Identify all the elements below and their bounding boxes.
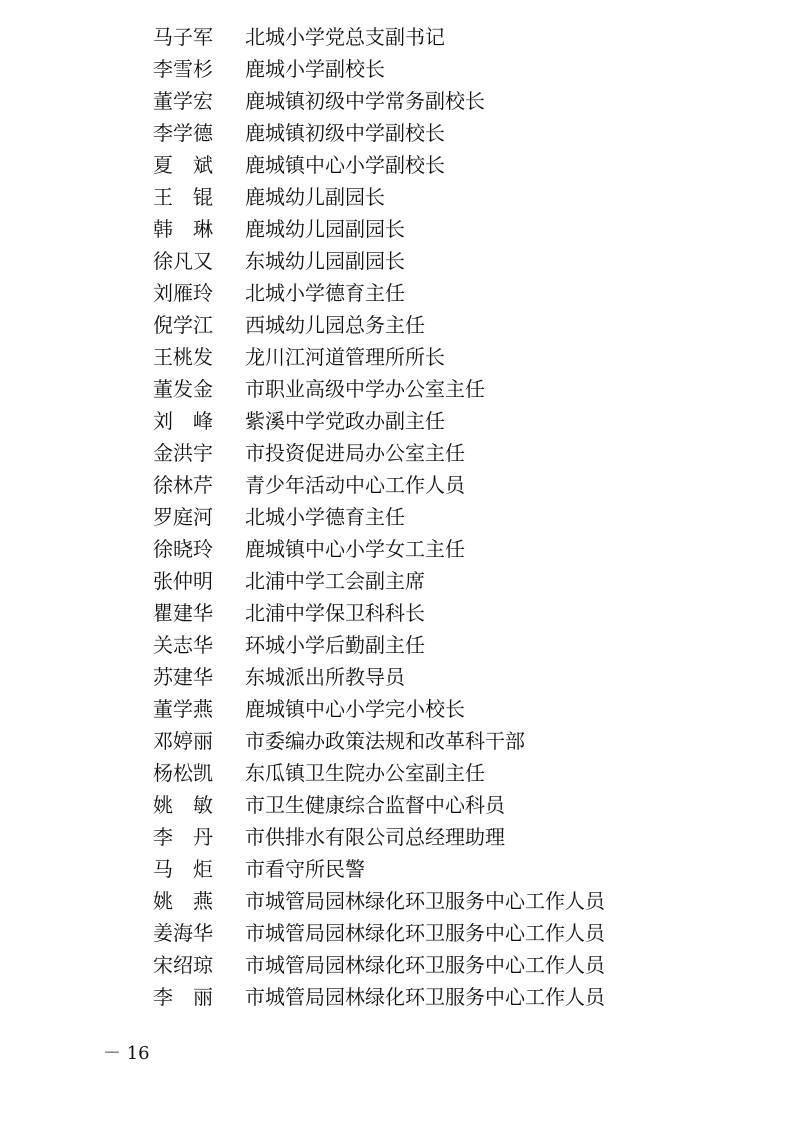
person-name: 金洪宇: [153, 441, 213, 465]
person-name: 李 丹: [153, 825, 213, 849]
person-role: 北浦中学工会副主席: [245, 569, 425, 593]
person-name: 罗庭河: [153, 505, 213, 529]
person-role: 鹿城镇中心小学女工主任: [245, 537, 465, 561]
list-item: [153, 53, 605, 85]
person-name: 李学德: [153, 121, 213, 145]
person-name: 李雪杉: [153, 57, 213, 81]
list-item: [153, 373, 605, 405]
list-item: [153, 757, 605, 789]
person-name: 倪学江: [153, 313, 213, 337]
person-role: 东城幼儿园副园长: [245, 249, 405, 273]
person-name: 刘 峰: [153, 409, 213, 433]
person-role: 鹿城镇中心小学副校长: [245, 153, 445, 177]
person-role: 市城管局园林绿化环卫服务中心工作人员: [245, 921, 605, 945]
list-item: [153, 21, 605, 53]
list-item: [153, 565, 605, 597]
person-role: 市供排水有限公司总经理助理: [245, 825, 505, 849]
person-role: 青少年活动中心工作人员: [245, 473, 465, 497]
person-role: 鹿城幼儿园副园长: [245, 217, 405, 241]
list-item: [153, 949, 605, 981]
person-name: 宋绍琼: [153, 953, 213, 977]
list-item: [153, 693, 605, 725]
list-item: [153, 597, 605, 629]
person-role: 东瓜镇卫生院办公室副主任: [245, 761, 485, 785]
person-role: 紫溪中学党政办副主任: [245, 409, 445, 433]
list-item: [153, 85, 605, 117]
person-role: 市城管局园林绿化环卫服务中心工作人员: [245, 889, 605, 913]
list-item: [153, 469, 605, 501]
list-item: [153, 885, 605, 917]
person-role: 鹿城镇初级中学常务副校长: [245, 89, 485, 113]
person-role: 北城小学党总支副书记: [245, 25, 445, 49]
person-name: 徐林芹: [153, 473, 213, 497]
person-role: 市看守所民警: [245, 857, 365, 881]
page-number: － 16: [103, 1043, 150, 1064]
list-item: [153, 181, 605, 213]
person-name: 杨松凯: [153, 761, 213, 785]
list-item: [153, 789, 605, 821]
person-role: 鹿城镇初级中学副校长: [245, 121, 445, 145]
person-name: 夏 斌: [153, 153, 213, 177]
personnel-list: [153, 21, 605, 1013]
person-role: 市投资促进局办公室主任: [245, 441, 465, 465]
list-item: [153, 661, 605, 693]
list-item: [153, 725, 605, 757]
list-item: [153, 309, 605, 341]
person-name: 董学燕: [153, 697, 213, 721]
person-role: 市城管局园林绿化环卫服务中心工作人员: [245, 953, 605, 977]
list-item: [153, 341, 605, 373]
person-name: 马 炬: [153, 857, 213, 881]
person-role: 鹿城镇中心小学完小校长: [245, 697, 465, 721]
person-role: 北城小学德育主任: [245, 281, 405, 305]
person-name: 王 锟: [153, 185, 213, 209]
list-item: [153, 853, 605, 885]
person-name: 韩 琳: [153, 217, 213, 241]
person-name: 姚 敏: [153, 793, 213, 817]
list-item: [153, 277, 605, 309]
person-role: 环城小学后勤副主任: [245, 633, 425, 657]
list-item: [153, 501, 605, 533]
person-role: 北城小学德育主任: [245, 505, 405, 529]
person-role: 鹿城小学副校长: [245, 57, 385, 81]
list-item: [153, 405, 605, 437]
person-role: 鹿城幼儿副园长: [245, 185, 385, 209]
list-item: [153, 213, 605, 245]
person-name: 苏建华: [153, 665, 213, 689]
person-role: 西城幼儿园总务主任: [245, 313, 425, 337]
list-item: [153, 629, 605, 661]
person-role: 龙川江河道管理所所长: [245, 345, 445, 369]
list-item: [153, 533, 605, 565]
person-role: 市职业高级中学办公室主任: [245, 377, 485, 401]
list-item: [153, 437, 605, 469]
person-name: 王桃发: [153, 345, 213, 369]
person-role: 市城管局园林绿化环卫服务中心工作人员: [245, 985, 605, 1009]
person-name: 瞿建华: [153, 601, 213, 625]
person-name: 姜海华: [153, 921, 213, 945]
person-name: 徐晓玲: [153, 537, 213, 561]
list-item: [153, 821, 605, 853]
person-name: 刘雁玲: [153, 281, 213, 305]
person-role: 市委编办政策法规和改革科干部: [245, 729, 525, 753]
person-name: 李 丽: [153, 985, 213, 1009]
person-role: 北浦中学保卫科科长: [245, 601, 425, 625]
person-name: 董发金: [153, 377, 213, 401]
person-name: 张仲明: [153, 569, 213, 593]
list-item: [153, 245, 605, 277]
person-name: 马子军: [153, 25, 213, 49]
list-item: [153, 917, 605, 949]
person-role: 东城派出所教导员: [245, 665, 405, 689]
person-name: 徐凡又: [153, 249, 213, 273]
person-name: 关志华: [153, 633, 213, 657]
person-role: 市卫生健康综合监督中心科员: [245, 793, 505, 817]
list-item: [153, 117, 605, 149]
list-item: [153, 149, 605, 181]
person-name: 姚 燕: [153, 889, 213, 913]
person-name: 邓婷丽: [153, 729, 213, 753]
list-item: [153, 981, 605, 1013]
person-name: 董学宏: [153, 89, 213, 113]
